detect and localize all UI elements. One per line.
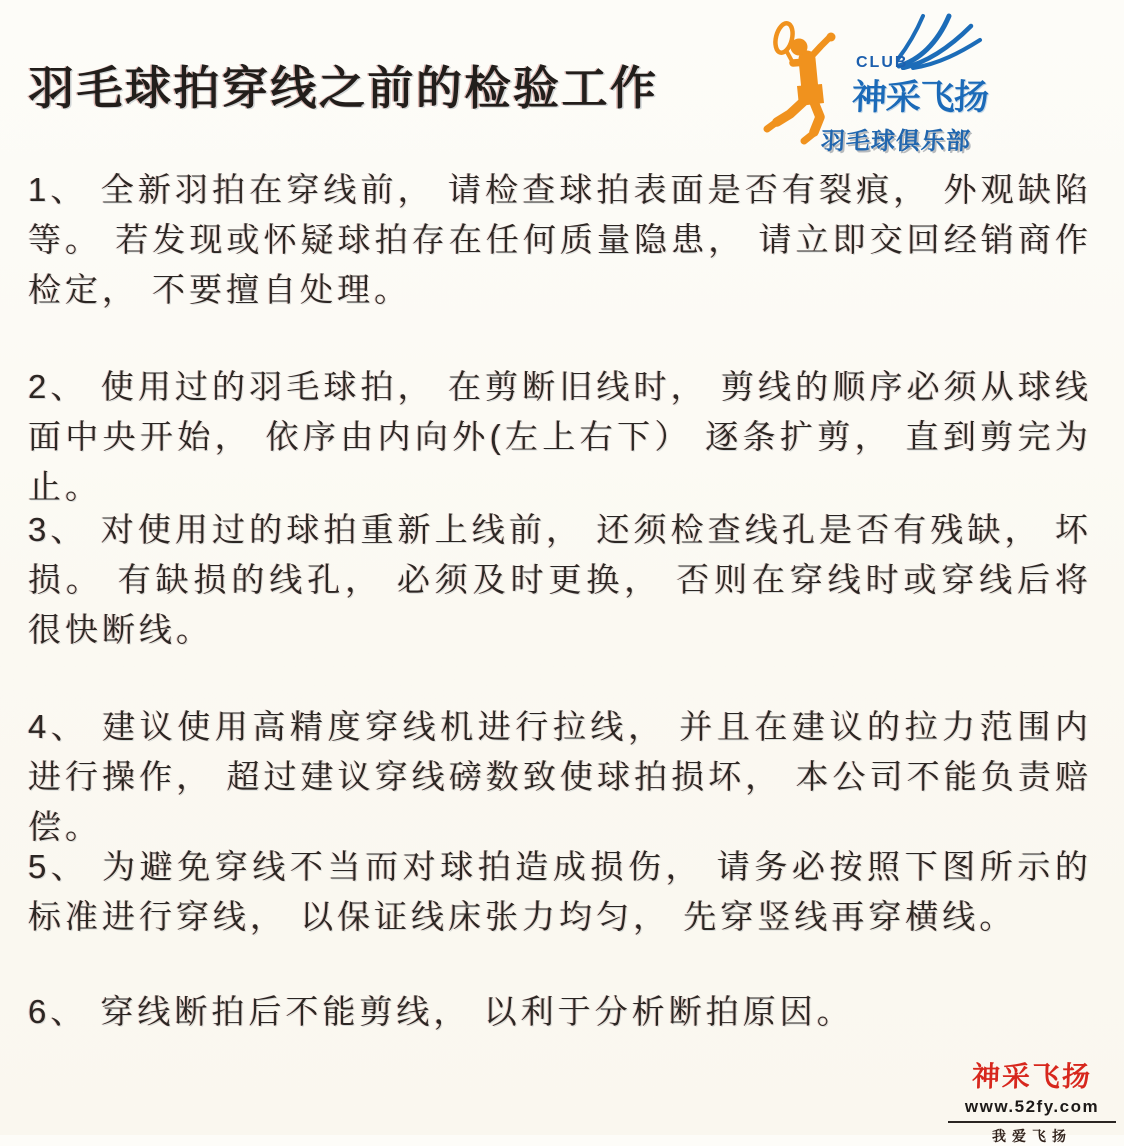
logo-subtitle-text: 羽毛球俱乐部 (820, 128, 972, 155)
paragraph-2: 2、 使用过的羽毛球拍， 在剪断旧线时， 剪线的顺序必须从球线面中央开始， 依序由内向外(左上右下） 逐条扩剪， 直到剪完为止。 (28, 368, 1092, 505)
paragraph-1: 1、 全新羽拍在穿线前， 请检查球拍表面是否有裂痕， 外观缺陷等。 若发现或怀疑球拍存在任何质量隐患， 请立即交回经销商作检定， 不要擅自处理。 (28, 171, 1092, 308)
watermark-slogan-text: 我爱飞扬 (992, 1128, 1072, 1144)
footer-watermark (948, 1055, 1116, 1146)
club-logo (755, 8, 1105, 160)
paragraph-5: 5、 为避免穿线不当而对球拍造成损伤， 请务必按照下图所示的标准进行穿线， 以保证线床张力均匀， 先穿竖线再穿横线。 (28, 848, 1092, 935)
paragraph-3: 3、 对使用过的球拍重新上线前， 还须检查线孔是否有残缺， 坏损。 有缺损的线孔， 必须及时更换， 否则在穿线时或穿线后将很快断线。 (28, 511, 1092, 648)
page-title: 羽毛球拍穿线之前的检验工作 (28, 62, 659, 114)
logo-brand-text: 神采飞扬 (851, 78, 989, 117)
watermark-brand-text: 神采飞扬 (971, 1061, 1093, 1092)
logo-club-text: CLUB (856, 54, 909, 71)
paragraph-6: 6、 穿线断拍后不能剪线， 以利于分析断拍原因。 (28, 993, 854, 1030)
watermark-divider (948, 1121, 1116, 1123)
watermark-url-text: www.52fy.com (964, 1097, 1100, 1116)
paragraph-4: 4、 建议使用高精度穿线机进行拉线， 并且在建议的拉力范围内进行操作， 超过建议穿线磅数致使球拍损坏， 本公司不能负责赔偿。 (28, 708, 1092, 845)
